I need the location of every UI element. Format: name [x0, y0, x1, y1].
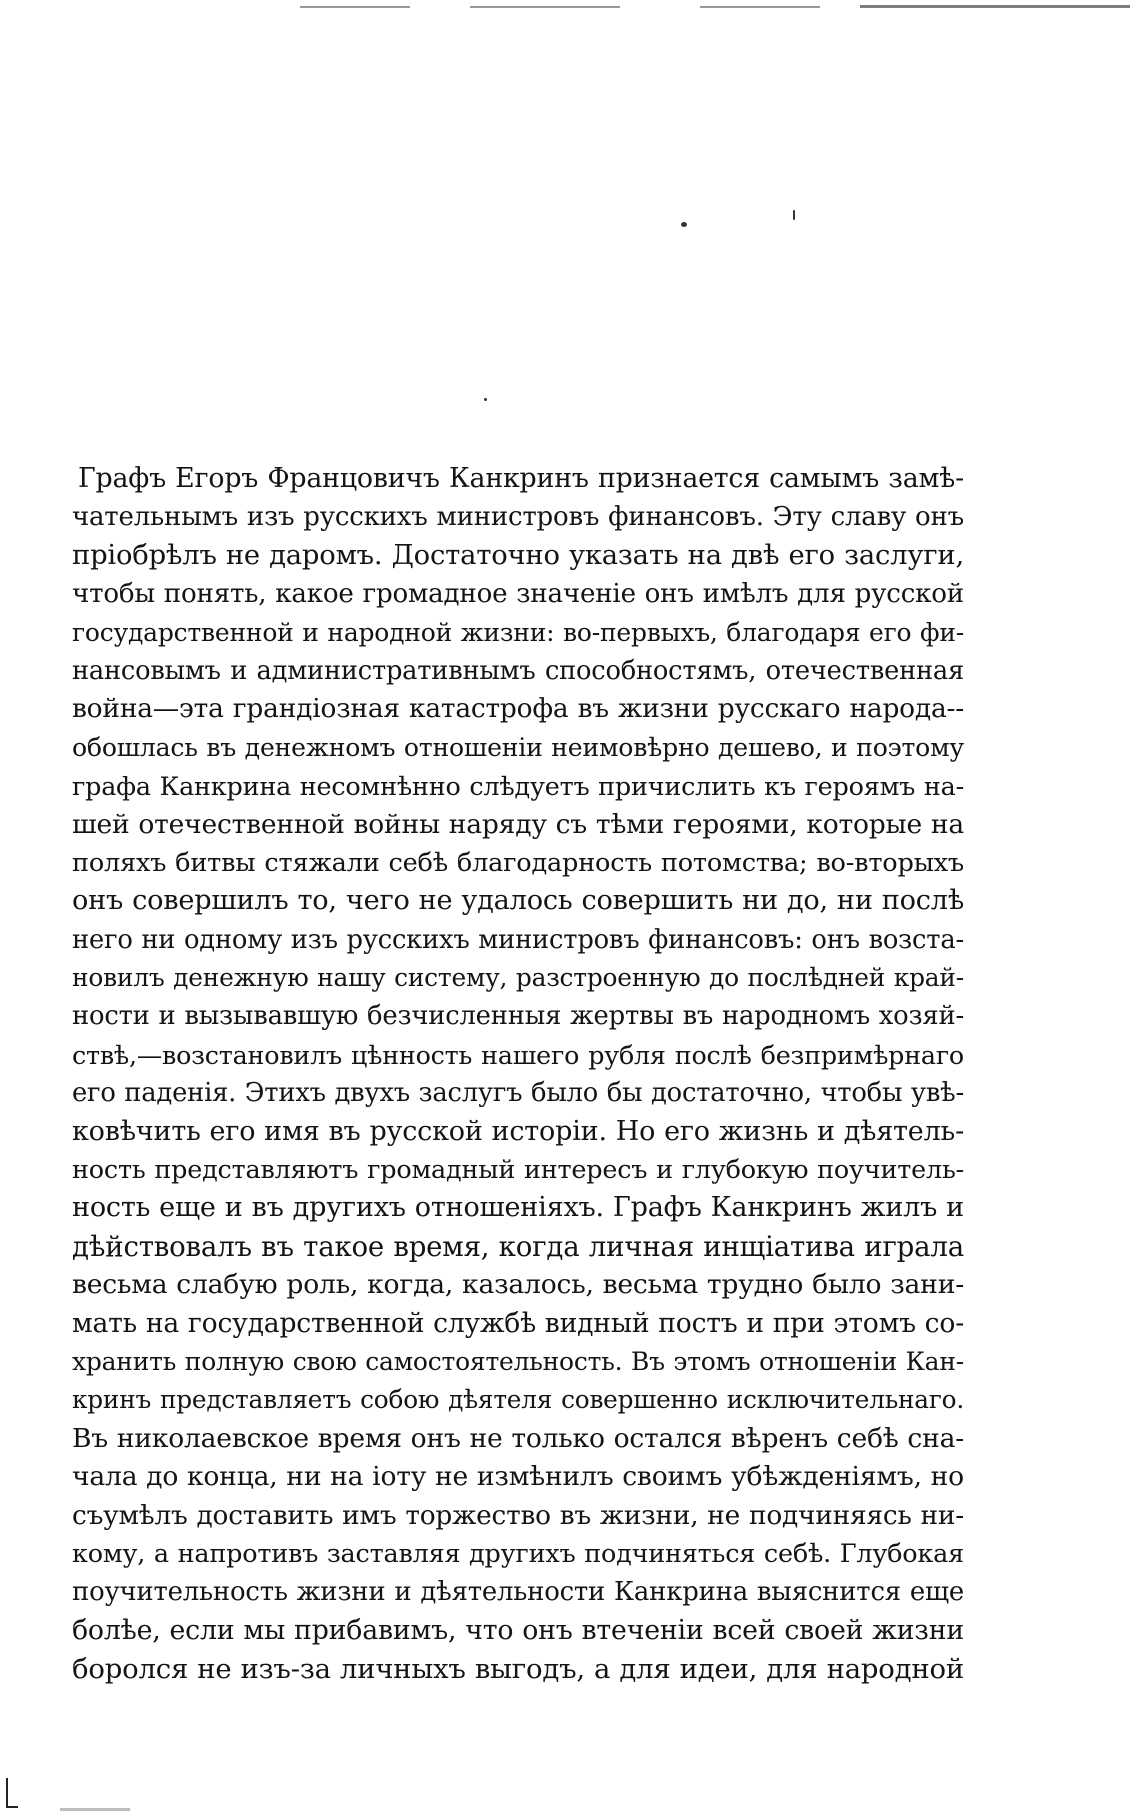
text-line: боролся не изъ-за личныхъ выгодъ, а для идеи, для народной — [72, 1653, 964, 1686]
margin-mark — [6, 1778, 8, 1808]
text-line: кому, а напротивъ заставляя другихъ подчиняться себѣ. Глубокая — [72, 1538, 964, 1569]
text-line: государственной и народной жизни: во-первыхъ, благодаря его фи- — [72, 617, 964, 647]
scan-smudge — [60, 1808, 130, 1811]
text-line: него ни одному изъ русскихъ министровъ финансовъ: онъ возста- — [72, 924, 964, 955]
text-line: ность еще и въ другихъ отношеніяхъ. Графъ Канкринъ жилъ и — [72, 1192, 964, 1224]
text-line: новилъ денежную нашу систему, разстроенную до послѣдней край- — [72, 963, 964, 993]
scan-speck — [484, 398, 487, 401]
text-line: поучительность жизни и дѣятельности Канкрина выяснится еще — [72, 1577, 964, 1608]
text-line: поляхъ битвы стяжали себѣ благодарность потомства; во-вторыхъ — [72, 847, 964, 878]
text-line: болѣе, если мы прибавимъ, что онъ втеченіи всей своей жизни — [72, 1614, 964, 1646]
text-line: война—эта грандіозная катастрофа въ жизни русскаго народа-- — [72, 693, 964, 725]
scan-top-rule-2 — [470, 6, 620, 8]
text-line: ность представляютъ громадный интересъ и глубокую поучитель- — [72, 1155, 964, 1186]
text-line: чала до конца, ни на іоту не измѣнилъ своимъ убѣжденіямъ, но — [72, 1461, 964, 1493]
text-line: чтобы понять, какое громадное значеніе онъ имѣлъ для русской — [72, 579, 964, 610]
text-line: ности и вызывавшую безчисленныя жертвы въ народномъ хозяй- — [72, 1001, 964, 1032]
text-line: Графъ Егоръ Францовичъ Канкринъ признается самымъ замѣ- — [78, 463, 964, 494]
margin-mark — [6, 1806, 18, 1808]
text-line: графа Канкрина несомнѣнно слѣдуетъ причислить къ героямъ на- — [72, 771, 964, 802]
text-line: хранить полную свою самостоятельность. Въ этомъ отношеніи Кан- — [72, 1346, 964, 1376]
text-line: ковѣчить его имя въ русской исторіи. Но его жизнь и дѣятель- — [72, 1115, 964, 1147]
text-line: шей отечественной войны наряду съ тѣми героями, которые на — [72, 808, 964, 840]
text-line: дѣйствовалъ въ такое время, когда личная инщіатива играла — [72, 1229, 964, 1263]
text-line: кринъ представляетъ собою дѣятеля совершенно исключительнаго. — [72, 1385, 964, 1415]
page-body-text — [72, 460, 964, 1689]
text-line: весьма слабую роль, когда, казалось, весьма трудно было зани- — [72, 1269, 964, 1301]
scan-top-rule-1 — [300, 6, 410, 8]
text-line: Въ николаевское время онъ не только остался вѣренъ себѣ сна- — [72, 1422, 964, 1454]
text-line: чательнымъ изъ русскихъ министровъ финансовъ. Эту славу онъ — [72, 502, 964, 533]
text-line: съумѣлъ доставить имъ торжество въ жизни, не подчиняясь ни- — [72, 1500, 964, 1531]
text-line: мать на государственной службѣ видный постъ и при этомъ со- — [72, 1307, 964, 1339]
text-line: пріобрѣлъ не даромъ. Достаточно указать на двѣ его заслуги, — [72, 539, 964, 571]
scan-top-rule-4 — [860, 5, 1130, 8]
text-line: обошлась въ денежномъ отношеніи неимовѣрно дешево, и поэтому — [72, 732, 964, 762]
scan-speck — [793, 210, 795, 220]
text-line: ствѣ,—возстановилъ цѣнность нашего рубля послѣ безпримѣрнаго — [72, 1039, 964, 1070]
text-line: его паденія. Этихъ двухъ заслугъ было бы достаточно, чтобы увѣ- — [72, 1078, 964, 1109]
text-line: онъ совершилъ то, чего не удалось совершить ни до, ни послѣ — [72, 885, 964, 917]
scan-top-rule-3 — [700, 6, 820, 8]
text-line: нансовымъ и административнымъ способностямъ, отечественная — [72, 655, 964, 686]
scan-speck — [681, 222, 687, 227]
